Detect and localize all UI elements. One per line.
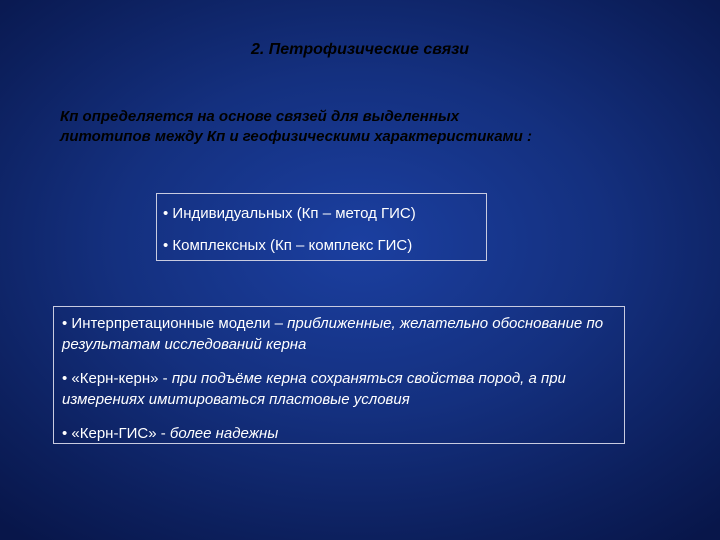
models-item-core-gis [62,423,616,444]
models-item-interpretation-lead: • Интерпретационные модели – [62,315,288,332]
methods-box [156,193,487,261]
methods-item-individual: • Индивидуальных (Кп – метод ГИС) [163,205,416,222]
models-item-interpretation-note: приближенные, желательно обоснование по результатам исследований керна [62,315,604,353]
slide-title-text: 2. Петрофизические связи [250,41,470,58]
models-item-interpretation [62,313,616,355]
intro-text [60,107,680,147]
slide-title [0,41,720,59]
models-item-core-core-lead: • «Керн-керн» - [62,370,172,387]
models-item-core-gis-lead: • «Керн-ГИС» - [62,425,170,442]
models-box [53,306,625,444]
models-item-core-core-note: при подъёме керна сохраняться свойства пород, а при измерениях имитироваться пластовые условия [62,370,566,408]
methods-item-complex: • Комплексных (Кп – комплекс ГИС) [163,237,413,254]
intro-line-1: Кп определяется на основе связей для выделенных [60,108,460,125]
models-item-core-gis-note: более надежны [169,425,279,442]
intro-line-2: литотипов между Кп и геофизическими характеристиками : [60,128,532,145]
models-item-core-core [62,368,616,410]
